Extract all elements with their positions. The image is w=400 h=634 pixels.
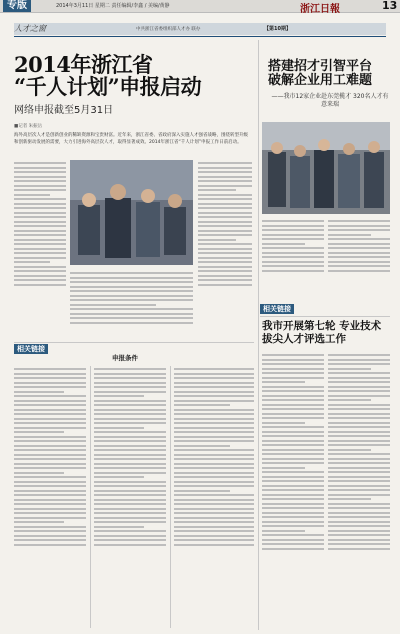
right-article-headline: 搭建招才引智平台 破解企业用工难题 xyxy=(268,59,373,88)
right-section-divider xyxy=(260,316,390,317)
article-column-1 xyxy=(14,160,66,340)
right-article2-headline: 我市开展第七轮 专业技术拔尖人才评选工作 xyxy=(262,320,382,345)
page-number: 13 xyxy=(382,0,398,12)
byline: ■记者 朱振岳 xyxy=(14,124,43,129)
lower-column-2 xyxy=(94,366,166,628)
column-rule xyxy=(170,366,171,628)
header-rule xyxy=(14,36,386,37)
lower-column-1 xyxy=(14,366,86,628)
headline-line-1: 2014年浙江省 xyxy=(14,52,153,77)
lede-paragraph: 海外高层次人才是创新创业的稀缺资源和宝贵财富。近年来，浙江省委、省政府深入实施人才强省战略，围绕转型升级和创新驱动发展的需要，大力引进海外高层次人才，取得显著成效。2014年浙江省“千人计划”申报工作日前启动。 xyxy=(14,133,248,145)
section-label: 专版 xyxy=(3,0,31,12)
requirements-heading: 申报条件 xyxy=(112,354,138,362)
issue-tag: 【第10期】 xyxy=(264,26,291,32)
right-article-column-2 xyxy=(328,218,390,300)
main-subhead: 网络申报截至5月31日 xyxy=(14,105,114,116)
right-article2-column-1 xyxy=(262,352,324,628)
headline-line-2: “千人计划”申报启动 xyxy=(14,74,202,99)
related-links-tag: 相关链接 xyxy=(14,344,48,354)
issue-info: 2014年3月11日 星期二 责任编辑/李鑫 / 美编/黄静 xyxy=(56,3,170,9)
lower-column-3 xyxy=(174,366,254,628)
article-column-photo-bottom xyxy=(70,270,193,340)
right-article-column-1 xyxy=(262,218,324,300)
right-article2-column-2 xyxy=(328,352,390,628)
main-headline xyxy=(14,54,254,98)
newspaper-masthead: 浙江日報 xyxy=(300,4,340,15)
main-column-rule xyxy=(258,40,259,630)
related-links-tag-right: 相关链接 xyxy=(260,304,294,314)
right-article-subhead: ——我市12家企业赴东莞揽才 320名人才有意来瑞 xyxy=(271,93,389,108)
column-subtitle: 中共浙江省委组织部人才办 联办 xyxy=(136,27,201,32)
section-divider xyxy=(14,342,254,343)
column-rule xyxy=(90,366,91,628)
article-column-2 xyxy=(198,160,252,340)
column-title: 人才之窗 xyxy=(14,24,46,33)
main-photo xyxy=(70,160,193,265)
right-article-photo xyxy=(262,122,390,214)
